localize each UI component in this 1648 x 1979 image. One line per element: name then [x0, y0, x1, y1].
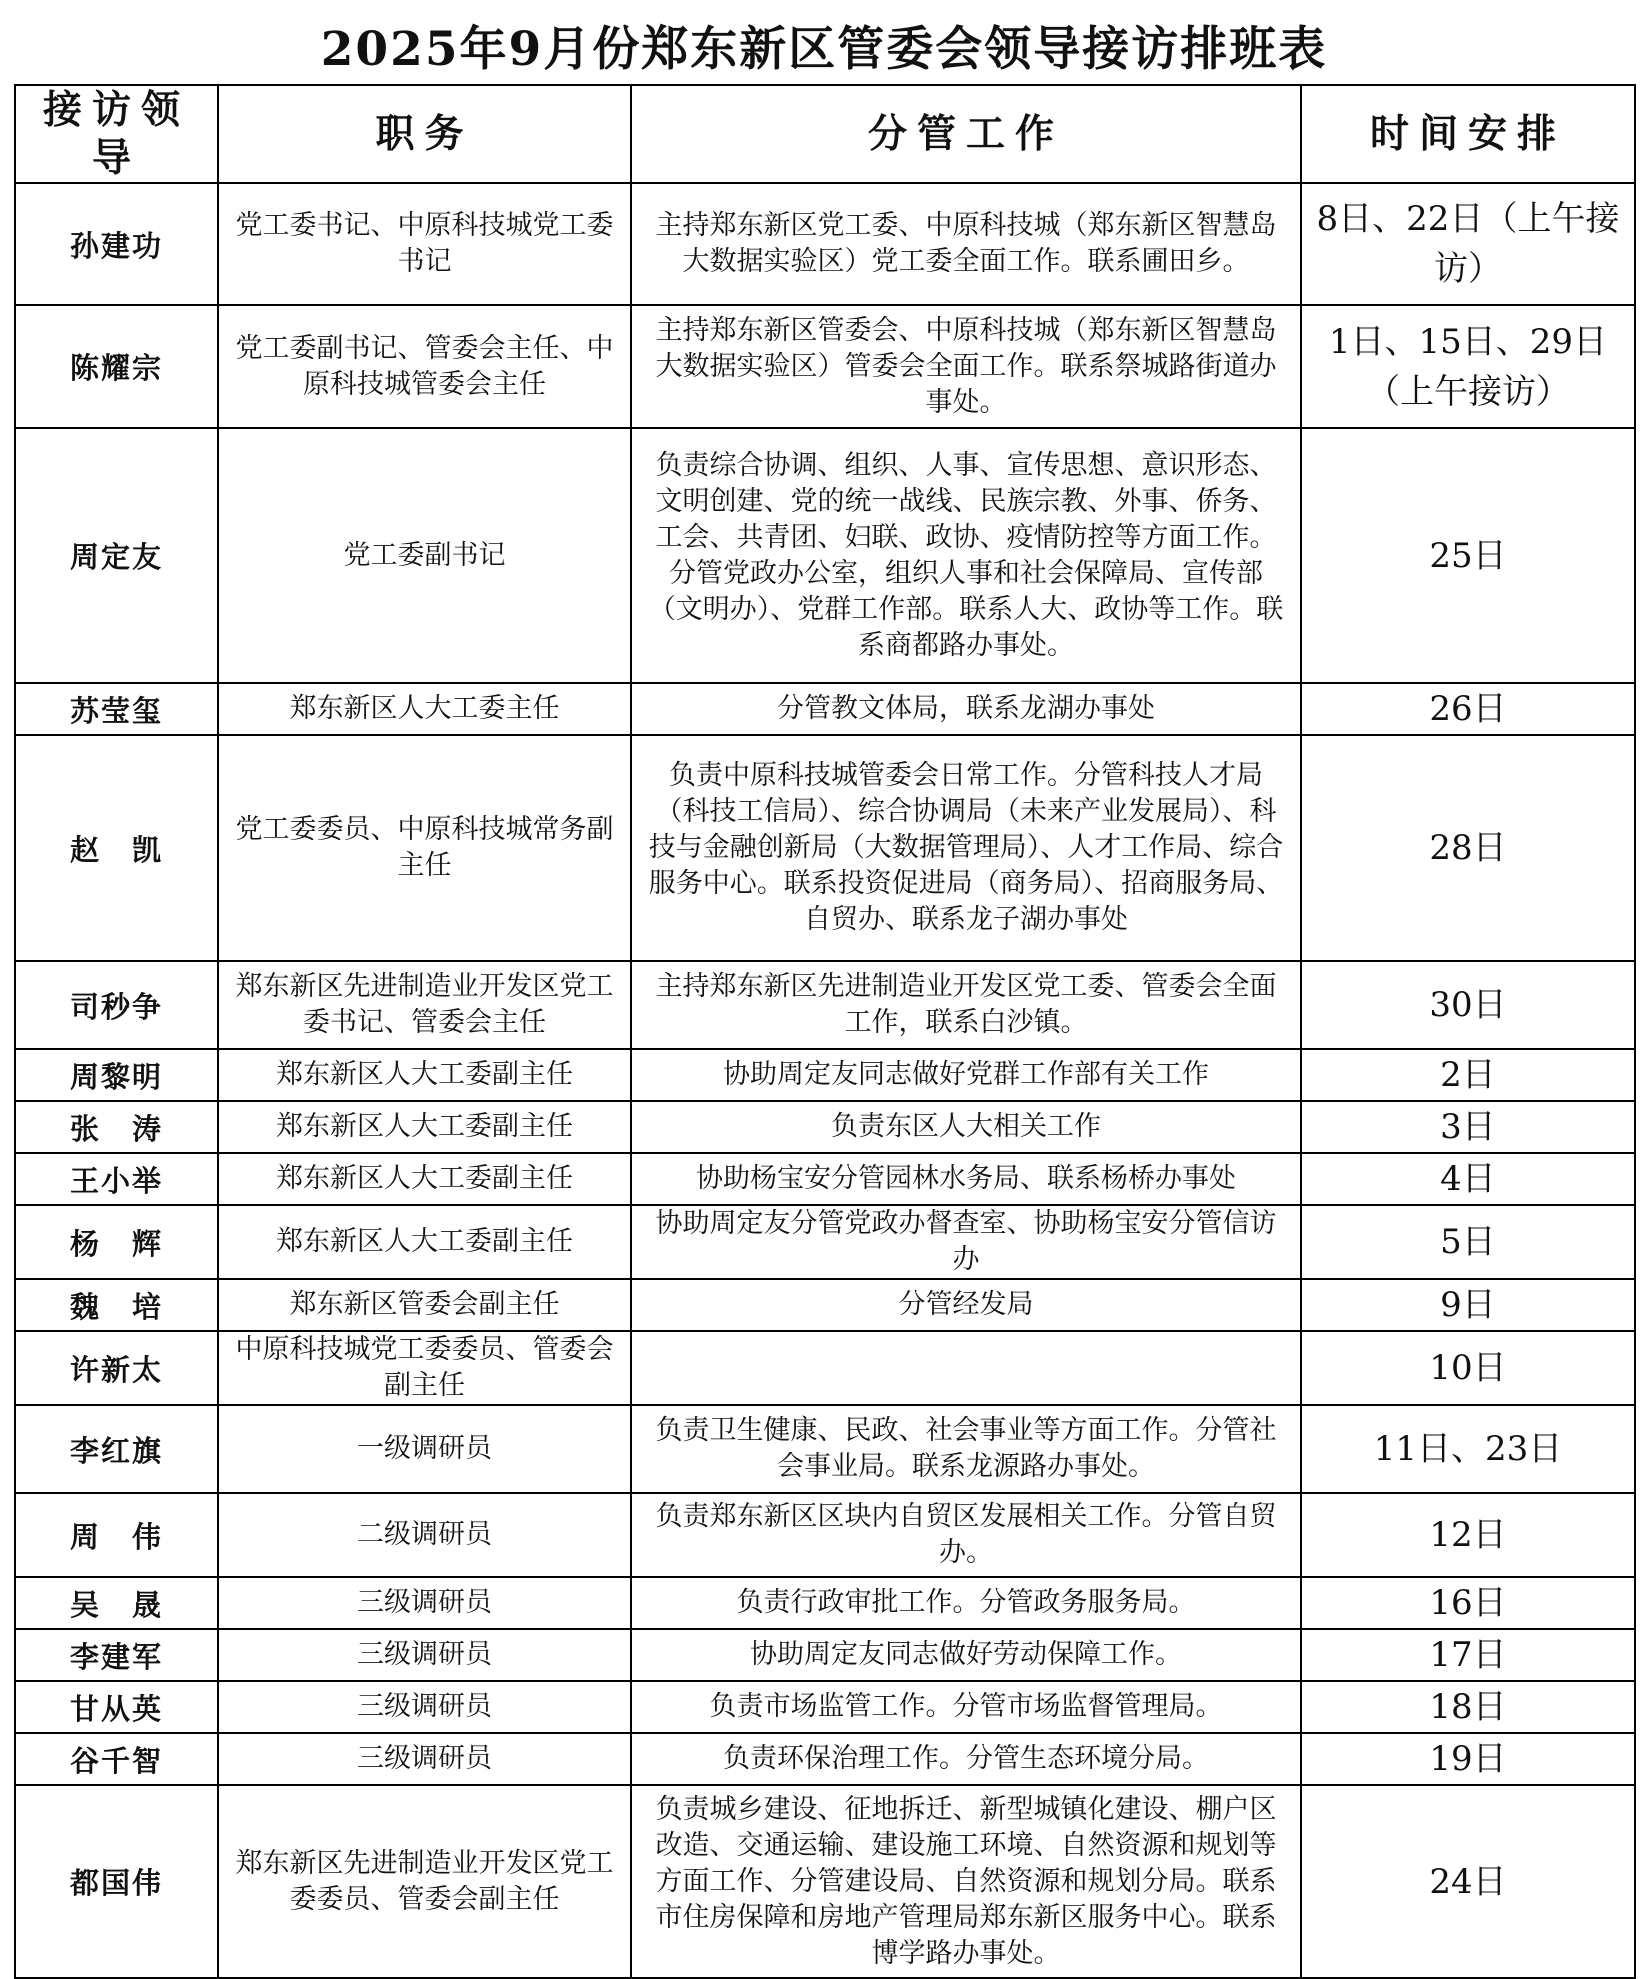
- work-cell: 主持郑东新区党工委、中原科技城（郑东新区智慧岛大数据实验区）党工委全面工作。联系圃田乡。: [631, 183, 1301, 305]
- position-cell: 郑东新区人大工委副主任: [218, 1205, 631, 1279]
- time-cell: 19日: [1301, 1733, 1635, 1785]
- leader-cell: 杨 辉: [15, 1205, 218, 1279]
- table-row: [15, 1629, 1635, 1681]
- table-row: [15, 1405, 1635, 1493]
- work-cell: 协助杨宝安分管园林水务局、联系杨桥办事处: [631, 1153, 1301, 1205]
- time-cell: 9日: [1301, 1279, 1635, 1331]
- leader-cell: 谷千智: [15, 1733, 218, 1785]
- time-cell: 8日、22日（上午接访）: [1301, 183, 1635, 305]
- table-row: [15, 1101, 1635, 1153]
- position-cell: 三级调研员: [218, 1577, 631, 1629]
- time-cell: 24日: [1301, 1785, 1635, 1978]
- leader-cell: 李建军: [15, 1629, 218, 1681]
- time-cell: 16日: [1301, 1577, 1635, 1629]
- work-cell: 分管教文体局，联系龙湖办事处: [631, 683, 1301, 735]
- position-cell: 郑东新区先进制造业开发区党工委书记、管委会主任: [218, 961, 631, 1049]
- table-row: [15, 1785, 1635, 1978]
- leader-cell: 王小举: [15, 1153, 218, 1205]
- work-cell: 负责东区人大相关工作: [631, 1101, 1301, 1153]
- table-row: [15, 961, 1635, 1049]
- leader-cell: 周定友: [15, 428, 218, 683]
- position-cell: 二级调研员: [218, 1493, 631, 1577]
- position-cell: 郑东新区人大工委副主任: [218, 1153, 631, 1205]
- schedule-table: [14, 84, 1636, 1979]
- table-row: [15, 1205, 1635, 1279]
- work-cell: 协助周定友分管党政办督查室、协助杨宝安分管信访办: [631, 1205, 1301, 1279]
- leader-cell: 甘从英: [15, 1681, 218, 1733]
- work-cell: 主持郑东新区管委会、中原科技城（郑东新区智慧岛大数据实验区）管委会全面工作。联系祭城路街道办事处。: [631, 305, 1301, 428]
- page-title: 2025年9月份郑东新区管委会领导接访排班表: [320, 22, 1328, 77]
- work-cell: 负责卫生健康、民政、社会事业等方面工作。分管社会事业局。联系龙源路办事处。: [631, 1405, 1301, 1493]
- table-row: [15, 183, 1635, 305]
- table-row: [15, 1049, 1635, 1101]
- time-cell: 28日: [1301, 735, 1635, 961]
- header-time: 时间安排: [1301, 85, 1635, 183]
- time-cell: 25日: [1301, 428, 1635, 683]
- work-cell: 负责城乡建设、征地拆迁、新型城镇化建设、棚户区改造、交通运输、建设施工环境、自然资源和规划等方面工作、分管建设局、自然资源和规划分局。联系市住房保障和房地产管理局郑东新区服务中心。联系博学路办事处。: [631, 1785, 1301, 1978]
- position-cell: 三级调研员: [218, 1681, 631, 1733]
- time-cell: 2日: [1301, 1049, 1635, 1101]
- work-cell: 负责环保治理工作。分管生态环境分局。: [631, 1733, 1301, 1785]
- position-cell: 党工委委员、中原科技城常务副主任: [218, 735, 631, 961]
- time-cell: 17日: [1301, 1629, 1635, 1681]
- time-cell: 18日: [1301, 1681, 1635, 1733]
- leader-cell: 李红旗: [15, 1405, 218, 1493]
- time-cell: 26日: [1301, 683, 1635, 735]
- position-cell: 党工委书记、中原科技城党工委书记: [218, 183, 631, 305]
- leader-cell: 孙建功: [15, 183, 218, 305]
- time-cell: 4日: [1301, 1153, 1635, 1205]
- table-row: [15, 735, 1635, 961]
- table-row: [15, 1733, 1635, 1785]
- leader-cell: 吴 晟: [15, 1577, 218, 1629]
- header-work: 分管工作: [631, 85, 1301, 183]
- position-cell: 中原科技城党工委委员、管委会副主任: [218, 1331, 631, 1405]
- leader-cell: 司秒争: [15, 961, 218, 1049]
- header-row: [15, 85, 1635, 183]
- work-cell: 负责中原科技城管委会日常工作。分管科技人才局（科技工信局）、综合协调局（未来产业发展局）、科技与金融创新局（大数据管理局）、人才工作局、综合服务中心。联系投资促进局（商务局）、招商服务局、自贸办、联系龙子湖办事处: [631, 735, 1301, 961]
- table-row: [15, 1577, 1635, 1629]
- table-row: [15, 1681, 1635, 1733]
- time-cell: 30日: [1301, 961, 1635, 1049]
- leader-cell: 赵 凯: [15, 735, 218, 961]
- time-cell: 10日: [1301, 1331, 1635, 1405]
- work-cell: 负责行政审批工作。分管政务服务局。: [631, 1577, 1301, 1629]
- work-cell: 协助周定友同志做好劳动保障工作。: [631, 1629, 1301, 1681]
- work-cell: 负责市场监管工作。分管市场监督管理局。: [631, 1681, 1301, 1733]
- position-cell: 郑东新区人大工委主任: [218, 683, 631, 735]
- time-cell: 12日: [1301, 1493, 1635, 1577]
- position-cell: 郑东新区人大工委副主任: [218, 1049, 631, 1101]
- position-cell: 党工委副书记、管委会主任、中原科技城管委会主任: [218, 305, 631, 428]
- work-cell: 负责综合协调、组织、人事、宣传思想、意识形态、文明创建、党的统一战线、民族宗教、外事、侨务、工会、共青团、妇联、政协、疫情防控等方面工作。分管党政办公室，组织人事和社会保障局、宣传部（文明办）、党群工作部。联系人大、政协等工作。联系商都路办事处。: [631, 428, 1301, 683]
- schedule-rows: [15, 183, 1635, 1978]
- position-cell: 三级调研员: [218, 1733, 631, 1785]
- time-cell: 5日: [1301, 1205, 1635, 1279]
- header-leader: 接访领导: [15, 85, 218, 183]
- work-cell: 主持郑东新区先进制造业开发区党工委、管委会全面工作，联系白沙镇。: [631, 961, 1301, 1049]
- leader-cell: 许新太: [15, 1331, 218, 1405]
- work-cell: 负责郑东新区区块内自贸区发展相关工作。分管自贸办。: [631, 1493, 1301, 1577]
- work-cell: [631, 1331, 1301, 1405]
- leader-cell: 陈耀宗: [15, 305, 218, 428]
- position-cell: 一级调研员: [218, 1405, 631, 1493]
- table-row: [15, 683, 1635, 735]
- leader-cell: 张 涛: [15, 1101, 218, 1153]
- position-cell: 党工委副书记: [218, 428, 631, 683]
- header-position: 职务: [218, 85, 631, 183]
- leader-cell: 周黎明: [15, 1049, 218, 1101]
- leader-cell: 魏 培: [15, 1279, 218, 1331]
- position-cell: 郑东新区先进制造业开发区党工委委员、管委会副主任: [218, 1785, 631, 1978]
- leader-cell: 周 伟: [15, 1493, 218, 1577]
- time-cell: 11日、23日: [1301, 1405, 1635, 1493]
- time-cell: 1日、15日、29日（上午接访）: [1301, 305, 1635, 428]
- table-row: [15, 1331, 1635, 1405]
- work-cell: 分管经发局: [631, 1279, 1301, 1331]
- time-cell: 3日: [1301, 1101, 1635, 1153]
- work-cell: 协助周定友同志做好党群工作部有关工作: [631, 1049, 1301, 1101]
- position-cell: 郑东新区管委会副主任: [218, 1279, 631, 1331]
- leader-cell: 苏莹玺: [15, 683, 218, 735]
- table-row: [15, 305, 1635, 428]
- leader-cell: 都国伟: [15, 1785, 218, 1978]
- table-row: [15, 1493, 1635, 1577]
- table-row: [15, 428, 1635, 683]
- table-row: [15, 1153, 1635, 1205]
- position-cell: 郑东新区人大工委副主任: [218, 1101, 631, 1153]
- position-cell: 三级调研员: [218, 1629, 631, 1681]
- table-row: [15, 1279, 1635, 1331]
